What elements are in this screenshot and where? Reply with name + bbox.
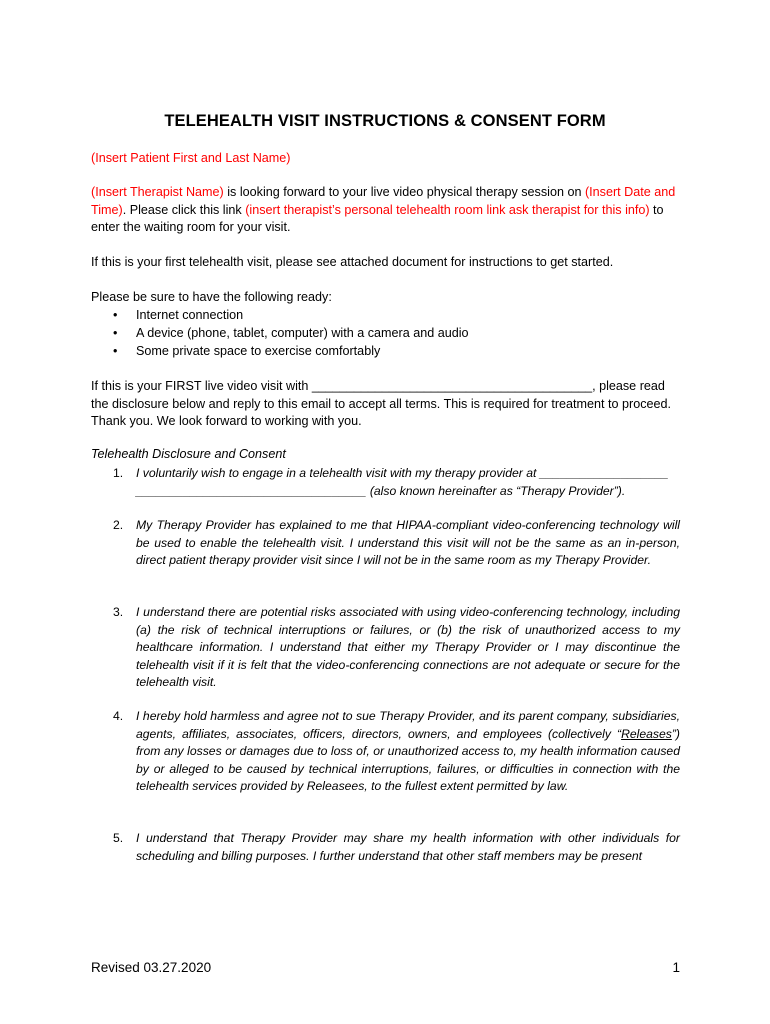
intro-text-2: . Please click this link — [122, 202, 246, 217]
checklist — [91, 307, 469, 360]
disclosure-title: Telehealth Disclosure and Consent — [91, 447, 286, 461]
list-item — [91, 307, 469, 325]
item-text-b: ”) from any losses or damages due to loss of, or unauthorized access to, my health information caused by or alleged to be caused by technical interruptions, failures, or difficulties in connection with the telehealth services provided by Releasees, to the fullest extent permitted by law. — [136, 726, 680, 793]
checklist-intro: Please be sure to have the following ready: — [91, 290, 332, 304]
first-live-visit-paragraph: If this is your FIRST live video visit with ________________________________________, please read the disclosure below and reply to this email to accept all terms. This is required for treatment to proceed. Thank you. We look forward to working with you. — [91, 379, 672, 428]
item-text: My Therapy Provider has explained to me that HIPAA-compliant video-conferencing technology will be used to enable the telehealth visit. I understand this visit will not be the same as an in-person, direct patient therapy provider visit since I will not be in the same room as my Therapy Provider. — [136, 518, 680, 567]
item-text: I understand there are potential risks associated with using video-conferencing technology, including (a) the risk of technical interruptions or failures, or (b) the risk of unauthorized access to my healthcare information. I understand that either my Therapy Provider or I may discontinue the telehealth visit if it is felt that the video-conferencing connections are not adequate or secure for the telehealth visit. — [136, 605, 680, 689]
item-text: I voluntarily wish to engage in a telehealth visit with my therapy provider at ___________________ __________________________________ (also known hereinafter as “Therapy Provider”). — [136, 466, 669, 498]
date-time-placeholder: (Insert Date and Time) — [91, 185, 676, 217]
therapist-name-placeholder: (Insert Therapist Name) — [91, 185, 224, 199]
intro-text-3: to enter the waiting room for your visit. — [91, 202, 664, 234]
item-text-a: I hereby hold harmless and agree not to sue Therapy Provider, and its parent company, subsidiaries, agents, affiliates, associates, officers, directors, owners, and employees (collectively “ — [136, 709, 680, 741]
item-number: 5. — [113, 831, 124, 845]
consent-item-3 — [91, 604, 680, 692]
releases-term: Releases — [621, 726, 672, 741]
item-text — [136, 708, 680, 796]
consent-item-5 — [91, 830, 680, 865]
item-number: 1. — [113, 466, 124, 480]
item-number: 4. — [113, 709, 124, 723]
page-title: TELEHEALTH VISIT INSTRUCTIONS & CONSENT FORM — [164, 112, 606, 130]
room-link-placeholder: (insert therapist’s personal telehealth room link ask therapist for this info) — [245, 202, 650, 217]
page-number: 1 — [672, 960, 680, 975]
first-visit-paragraph: If this is your first telehealth visit, please see attached document for instructions to get started. — [91, 255, 614, 269]
bullet-icon: • — [113, 308, 118, 322]
consent-item-2 — [91, 517, 680, 570]
intro-paragraph — [91, 184, 685, 237]
list-item — [91, 343, 469, 361]
intro-text-1: is looking forward to your live video physical therapy session on — [223, 185, 585, 199]
item-text: I understand that Therapy Provider may share my health information with other individuals for scheduling and billing purposes. I further understand that other staff members may be present — [136, 831, 680, 863]
list-item — [91, 325, 469, 343]
bullet-icon: • — [113, 343, 118, 358]
item-number: 3. — [113, 605, 124, 619]
item-number: 2. — [113, 518, 124, 532]
list-item-text: A device (phone, tablet, computer) with a camera and audio — [136, 325, 469, 340]
consent-item-1 — [91, 465, 680, 500]
revision-date: Revised 03.27.2020 — [91, 960, 212, 975]
bullet-icon: • — [113, 325, 118, 340]
list-item-text: Internet connection — [136, 308, 244, 322]
list-item-text: Some private space to exercise comfortably — [136, 343, 381, 358]
patient-name-placeholder: (Insert Patient First and Last Name) — [91, 151, 291, 165]
consent-item-4 — [91, 708, 680, 796]
